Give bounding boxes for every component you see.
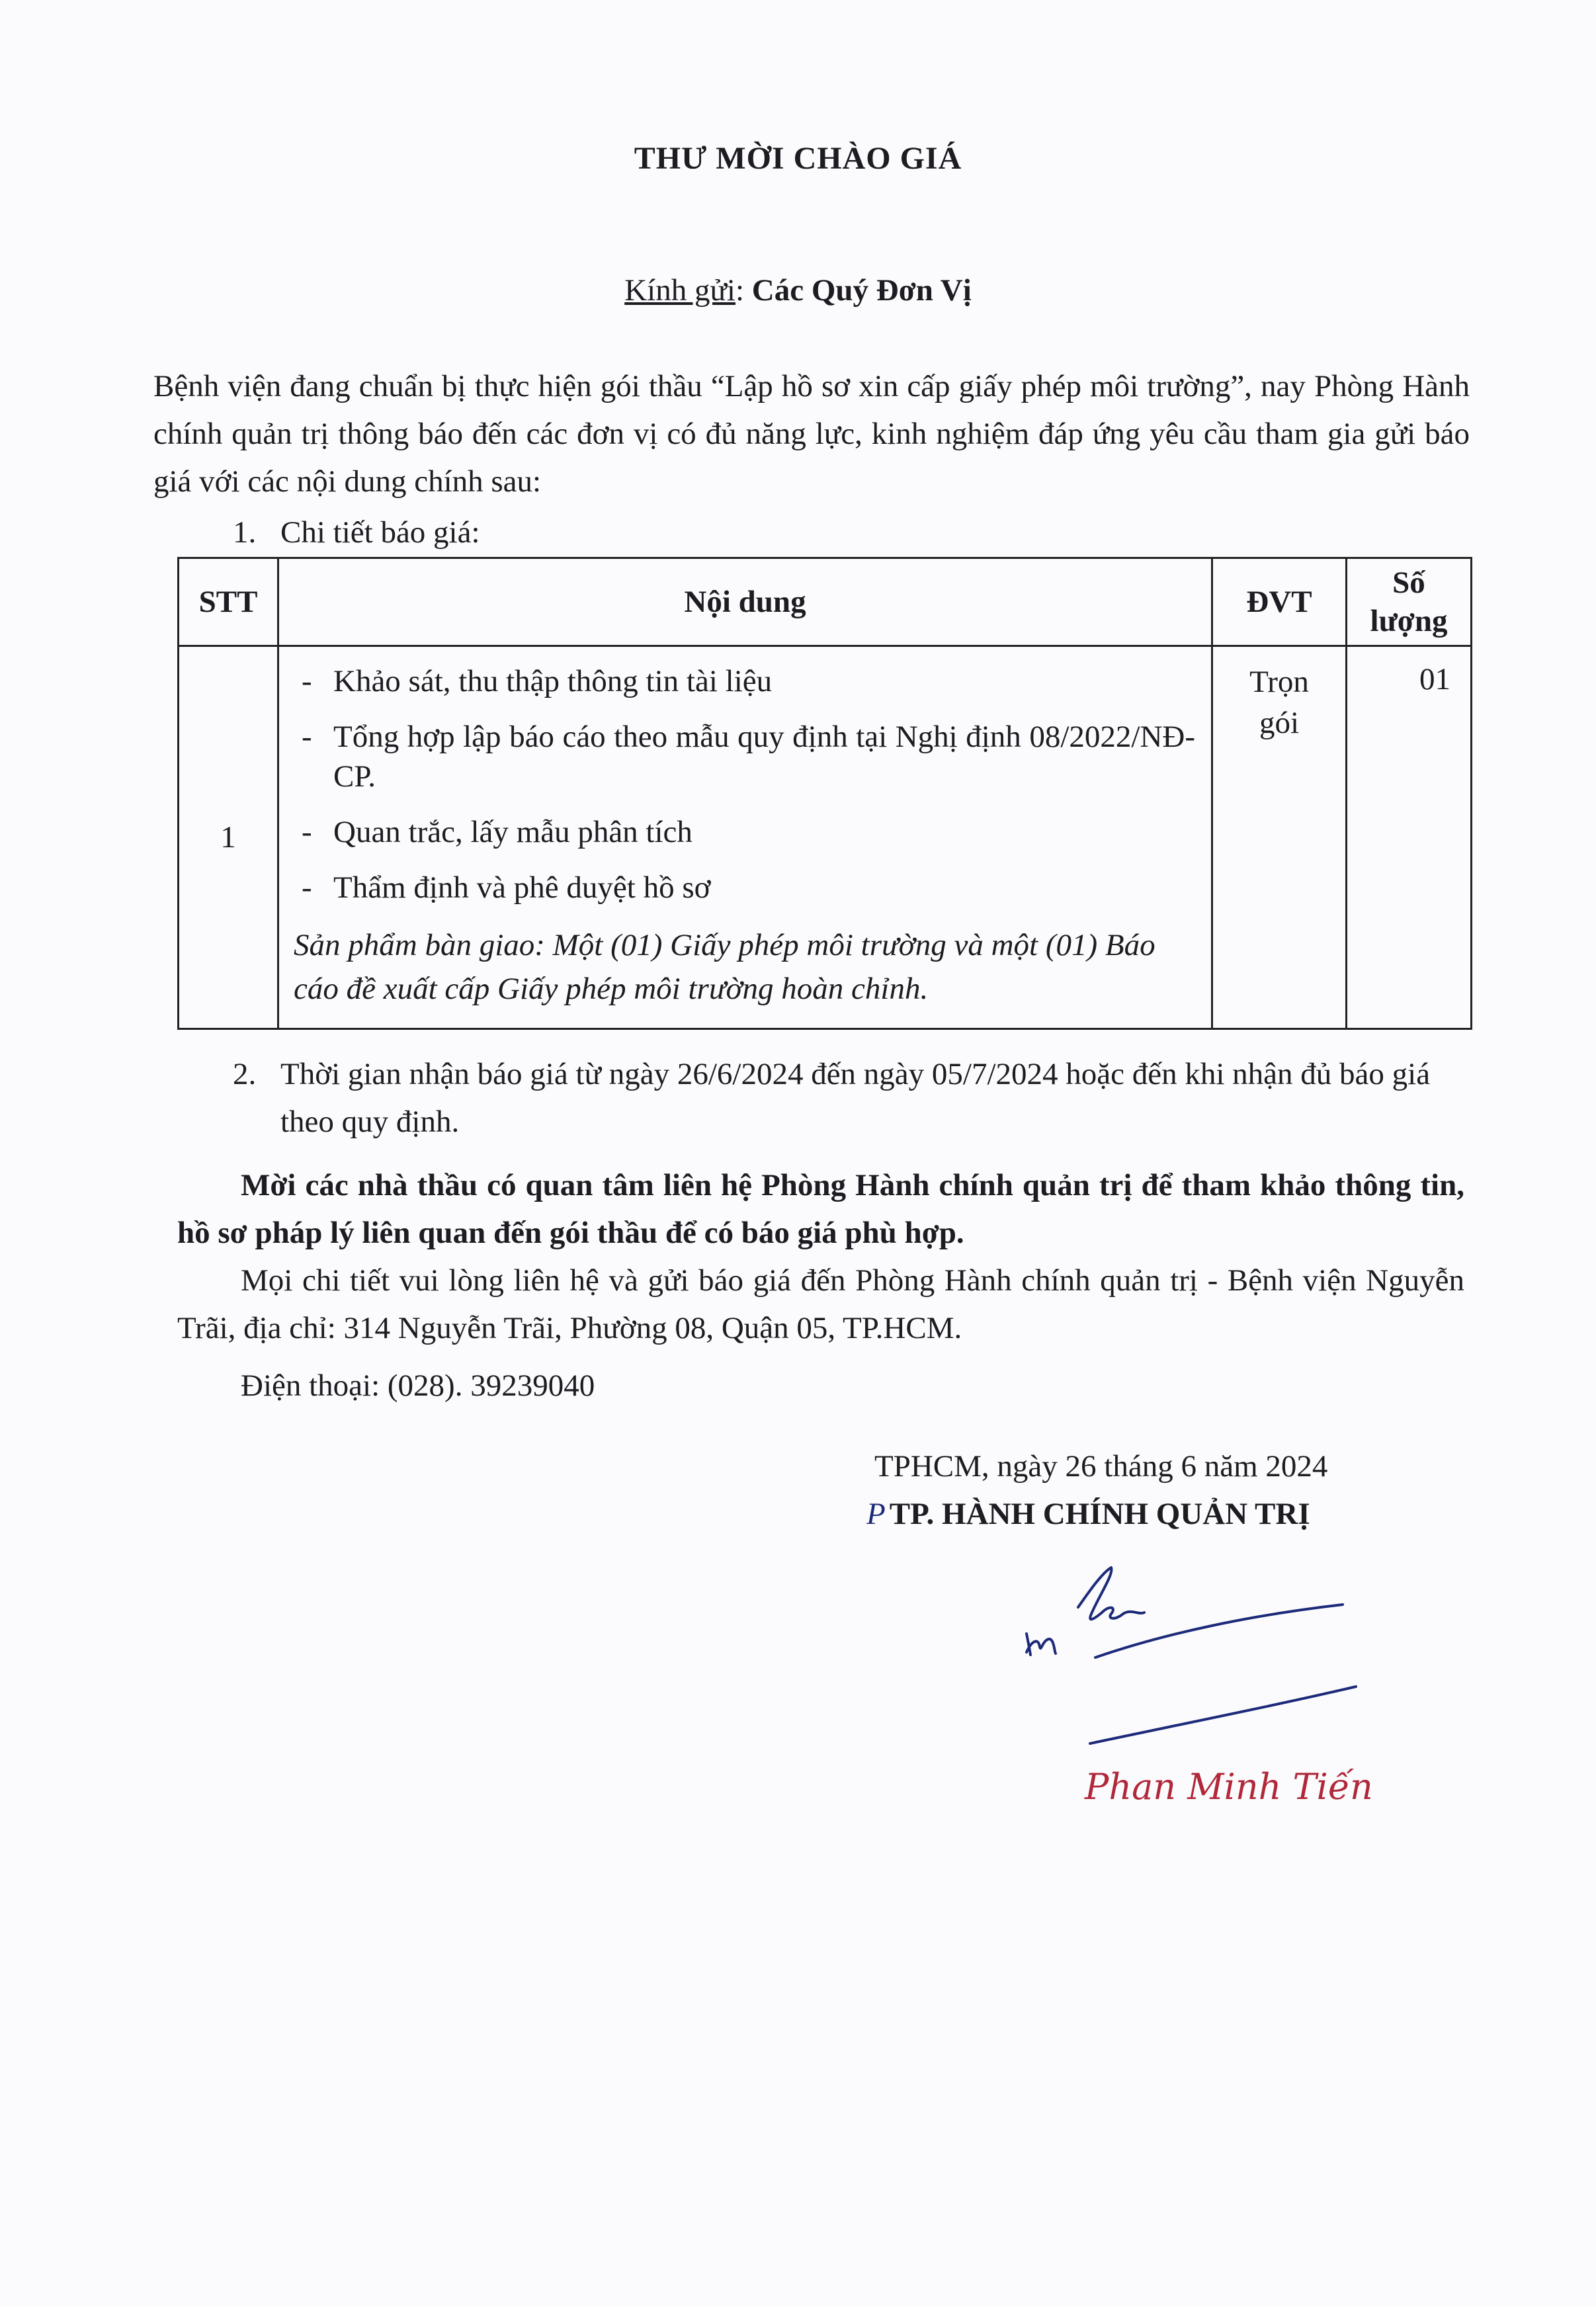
list-item-1-text: Chi tiết báo giá: — [280, 515, 480, 550]
department-title — [866, 1496, 1310, 1532]
row-unit-line2: gói — [1259, 706, 1300, 740]
bullet-text: Tổng hợp lập báo cáo theo mẫu quy định tại Nghị định 08/2022/NĐ-CP. — [333, 720, 1195, 794]
phone-line: Điện thoại: (028). 39239040 — [241, 1368, 595, 1403]
bullet-item — [294, 868, 1195, 907]
bullet-item — [294, 661, 1195, 701]
bullet-item — [294, 717, 1195, 796]
intro-paragraph: Bệnh viện đang chuẩn bị thực hiện gói thầu “Lập hồ sơ xin cấp giấy phép môi trường”, nay Phòng Hành chính quản trị thông báo đến các đơn vị có đủ năng lực, kinh nghiệm đáp ứng yêu cầu tham gia gửi báo giá với các nội dung chính sau: — [153, 369, 1470, 499]
row-content — [278, 646, 1212, 1029]
list-item-2-text: Thời gian nhận báo giá từ ngày 26/6/2024 đến ngày 05/7/2024 hoặc đến khi nhận đủ báo giá theo quy định. — [280, 1057, 1431, 1139]
greeting-line — [0, 273, 1596, 308]
row-quantity: 01 — [1347, 646, 1472, 1029]
bullet-dash: - — [302, 870, 312, 905]
bullet-dash: - — [302, 720, 312, 754]
header-quantity-line1: Số — [1392, 566, 1425, 600]
signature-block — [946, 1541, 1396, 1825]
contact-paragraph: Mọi chi tiết vui lòng liên hệ và gửi báo giá đến Phòng Hành chính quản trị - Bệnh viện Nguyễn Trãi, địa chỉ: 314 Nguyễn Trãi, Phường 08, Quận 05, TP.HCM. — [177, 1263, 1464, 1345]
row-unit — [1212, 646, 1347, 1029]
bullet-text: Quan trắc, lấy mẫu phân tích — [333, 815, 693, 849]
bullet-text: Thẩm định và phê duyệt hồ sơ — [333, 870, 711, 905]
signer-name: Phan Minh Tiến — [1085, 1766, 1373, 1808]
row-unit-line1: Trọn — [1249, 665, 1309, 699]
signature-image — [946, 1541, 1396, 1825]
date-line: TPHCM, ngày 26 tháng 6 năm 2024 — [874, 1449, 1328, 1484]
list-item-2 — [233, 1050, 1464, 1146]
greeting-colon: : — [735, 273, 752, 308]
header-unit: ĐVT — [1212, 558, 1347, 646]
table-row — [179, 646, 1472, 1029]
row-stt: 1 — [179, 646, 278, 1029]
quote-table — [177, 557, 1472, 1030]
bullet-dash: - — [302, 664, 312, 698]
greeting-recipient: Các Quý Đơn Vị — [751, 273, 972, 308]
bullet-dash: - — [302, 815, 312, 849]
list-item-2-number: 2. — [233, 1057, 257, 1091]
header-stt: STT — [179, 558, 278, 646]
bullet-item — [294, 812, 1195, 852]
department-name: TP. HÀNH CHÍNH QUẢN TRỊ — [889, 1497, 1310, 1531]
document-title: THƯ MỜI CHÀO GIÁ — [634, 141, 962, 176]
header-content: Nội dung — [278, 558, 1212, 646]
deliverable-note: Sản phẩm bàn giao: Một (01) Giấy phép môi trường và một (01) Báo cáo đề xuất cấp Giấy phép môi trường hoàn chỉnh. — [294, 928, 1155, 1006]
greeting-prefix: Kính gửi — [624, 273, 735, 308]
department-prefix: P — [866, 1497, 886, 1531]
table-header-row — [179, 558, 1472, 646]
header-quantity — [1347, 558, 1472, 646]
header-quantity-line2: lượng — [1370, 604, 1448, 638]
list-item-1-number: 1. — [233, 515, 257, 550]
invitation-paragraph: Mời các nhà thầu có quan tâm liên hệ Phòng Hành chính quản trị để tham khảo thông tin, hồ sơ pháp lý liên quan đến gói thầu để có báo giá phù hợp. — [177, 1168, 1464, 1250]
list-item-1 — [233, 515, 480, 550]
bullet-text: Khảo sát, thu thập thông tin tài liệu — [333, 664, 773, 698]
